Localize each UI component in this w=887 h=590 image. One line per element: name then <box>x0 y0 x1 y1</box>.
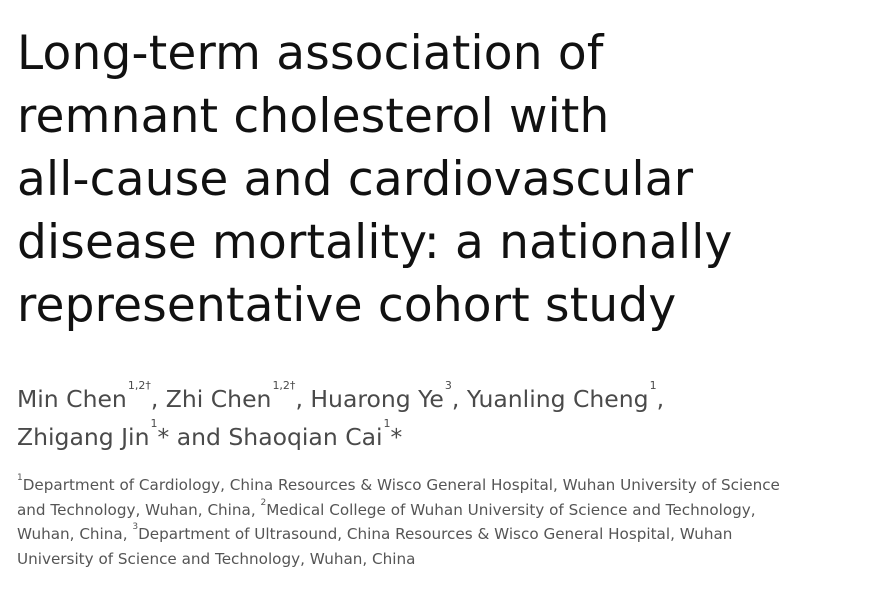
affiliation-text: University of Science and Technology, Wuhan, China <box>17 549 416 568</box>
author-separator: , <box>451 385 467 413</box>
author-line <box>17 380 877 418</box>
author-list <box>17 380 877 456</box>
author-name: Huarong Ye <box>310 385 444 413</box>
author-separator: , <box>150 385 166 413</box>
affiliation-line <box>17 522 882 547</box>
affiliation-text: Medical College of Wuhan University of Science and Technology, <box>266 500 756 519</box>
author-affiliation-marker: 1,2† <box>127 379 151 392</box>
title-line: disease mortality: a nationally <box>17 215 733 270</box>
author-separator: , <box>656 385 665 413</box>
article-title <box>17 22 877 337</box>
author-name: Zhigang Jin <box>17 423 150 451</box>
author-affiliation-marker: 1 <box>649 379 657 392</box>
author-conjunction: and <box>169 423 229 451</box>
author-affiliation-marker: 1 <box>150 417 158 430</box>
affiliation-text: and Technology, Wuhan, China, <box>17 500 261 519</box>
affiliation-text: Wuhan, China, <box>17 525 133 543</box>
author-name: Min Chen <box>17 385 127 413</box>
title-line: all-cause and cardiovascular <box>17 152 694 207</box>
affiliation-list <box>17 473 882 571</box>
author-affiliation-marker: 3 <box>444 379 452 392</box>
author-name: Zhi Chen <box>165 385 272 413</box>
affiliation-line <box>17 547 882 572</box>
title-line: remnant cholesterol with <box>17 89 610 144</box>
affiliation-text: Department of Cardiology, China Resources & Wisco General Hospital, Wuhan University of Science <box>22 476 780 494</box>
affiliation-line <box>17 473 882 498</box>
corresponding-author-mark: * <box>157 423 170 451</box>
affiliation-marker: 2 <box>260 497 267 508</box>
author-affiliation-marker: 1 <box>383 417 391 430</box>
affiliation-marker: 1 <box>17 473 23 483</box>
author-line <box>17 418 877 456</box>
title-line: representative cohort study <box>17 278 677 333</box>
author-affiliation-marker: 1,2† <box>272 379 296 392</box>
affiliation-marker: 3 <box>132 522 139 532</box>
author-name: Shaoqian Cai <box>228 423 383 451</box>
title-line: Long-term association of <box>17 26 604 81</box>
corresponding-author-mark: * <box>390 423 403 451</box>
affiliation-text: Department of Ultrasound, China Resources & Wisco General Hospital, Wuhan <box>138 525 733 543</box>
affiliation-line <box>17 498 882 523</box>
author-name: Yuanling Cheng <box>466 385 649 413</box>
author-separator: , <box>295 385 311 413</box>
